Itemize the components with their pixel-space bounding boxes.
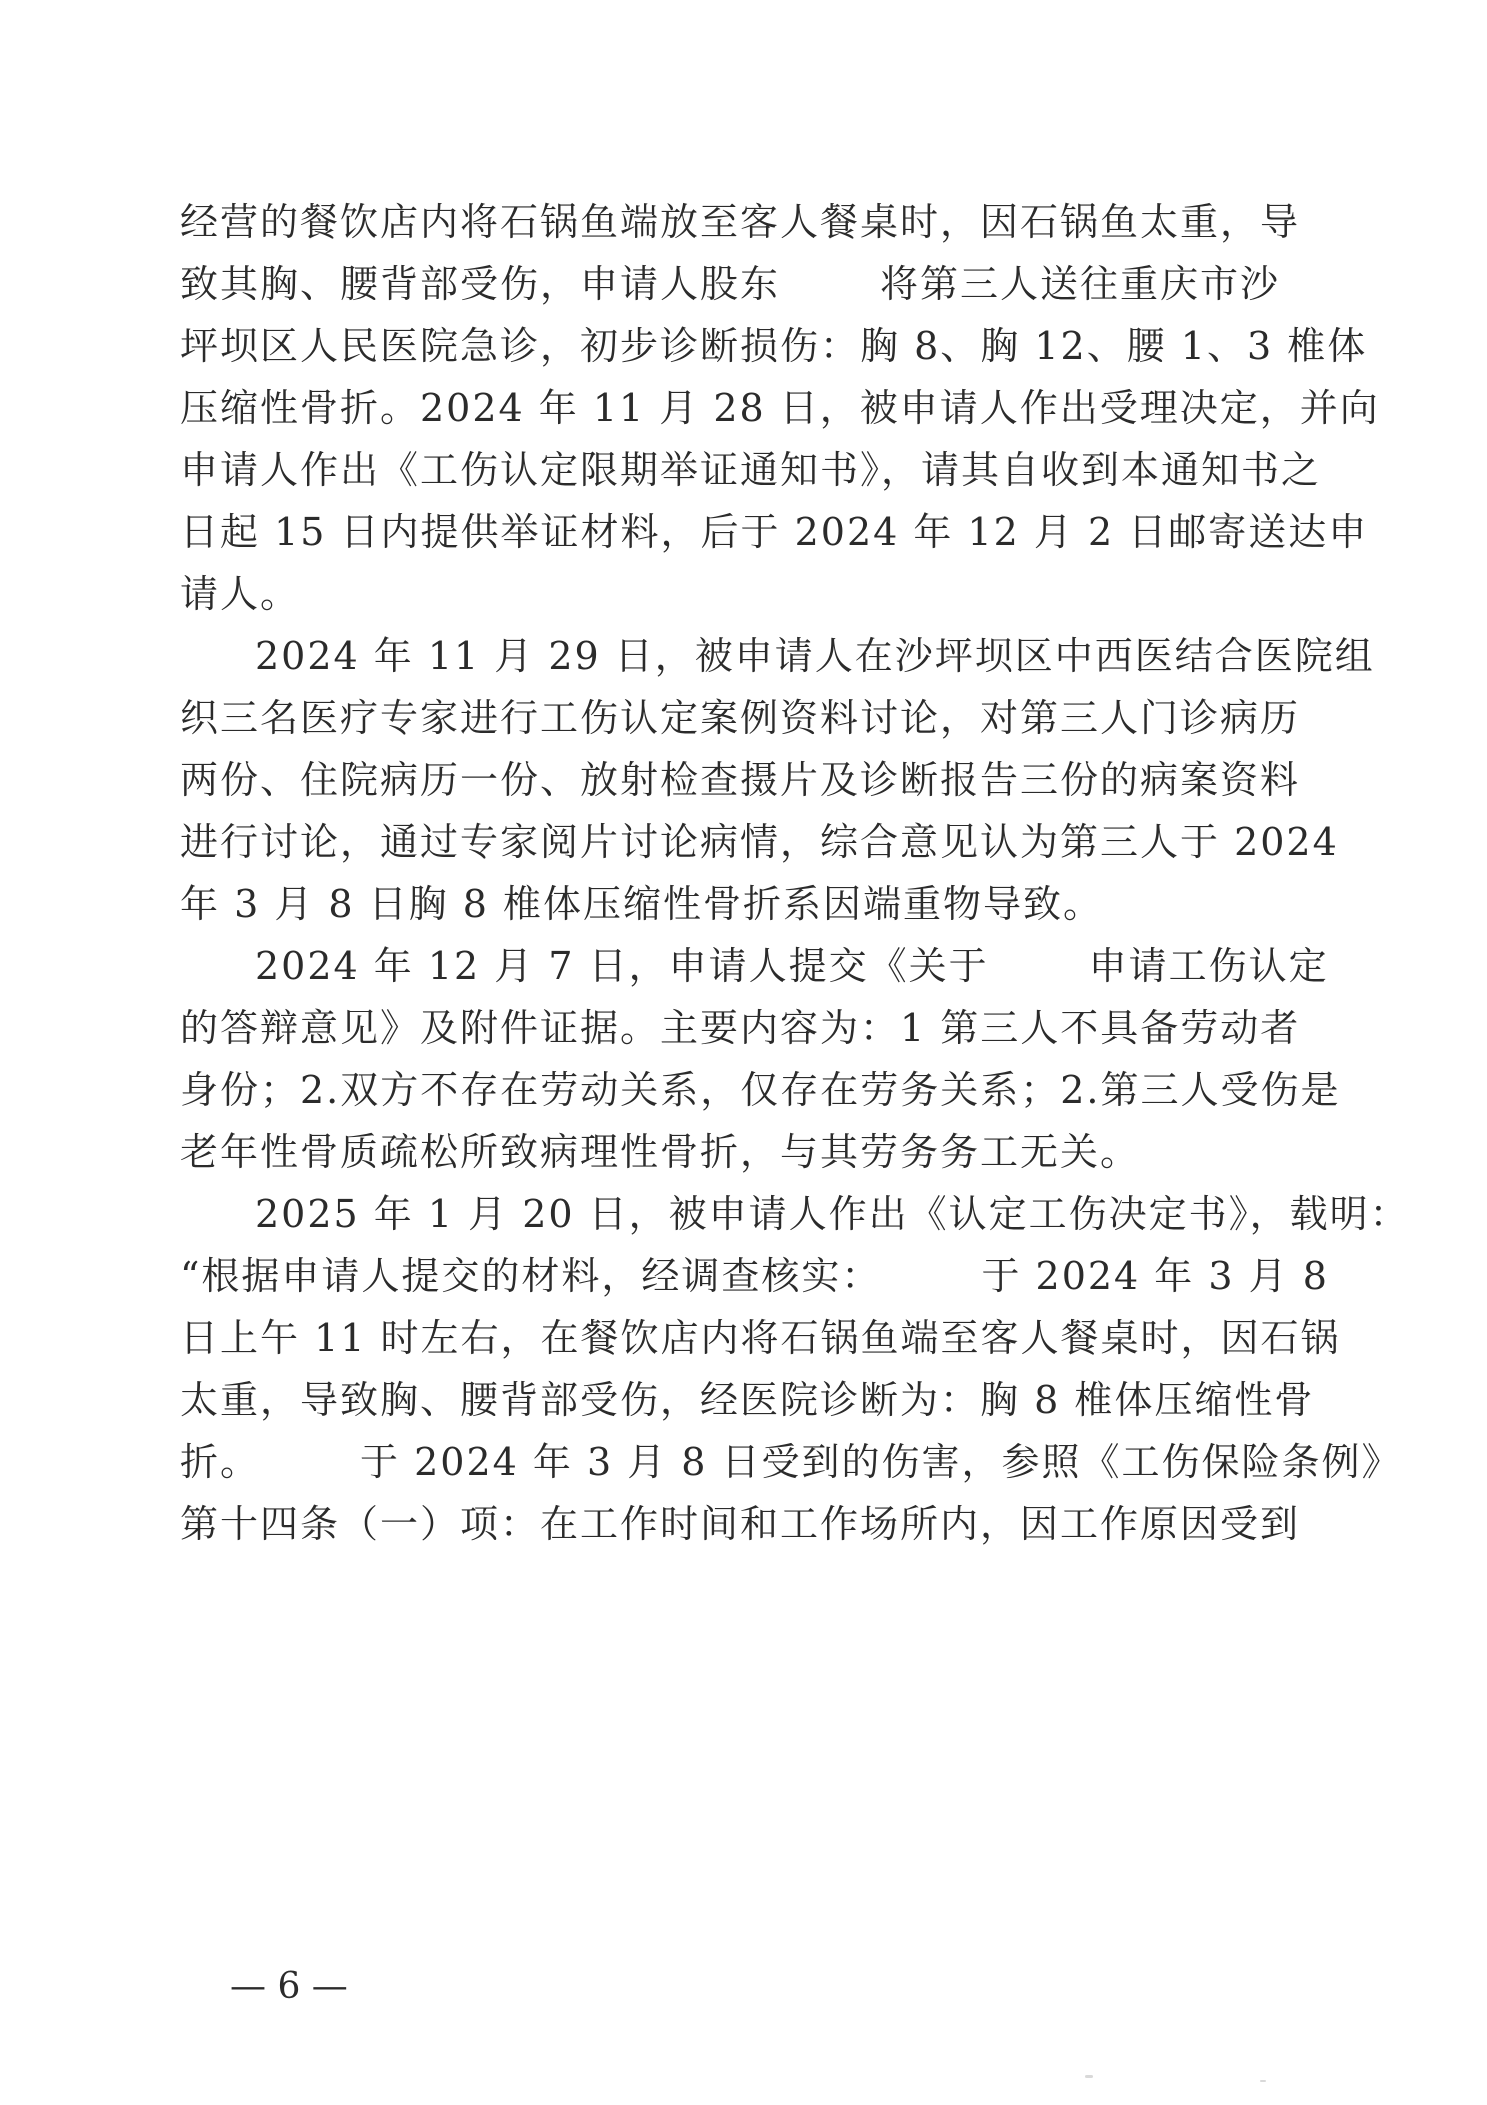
text-segment: 折。	[180, 1440, 261, 1484]
text-line: 太重，导致胸、腰背部受伤，经医院诊断为：胸 8 椎体压缩性骨	[180, 1378, 1315, 1422]
page-number: — 6 —	[230, 1966, 348, 2007]
text-line: 第十四条（一）项：在工作时间和工作场所内，因工作原因受到	[180, 1502, 1301, 1546]
text-line: 年 3 月 8 日胸 8 椎体压缩性骨折系因端重物导致。	[180, 882, 1104, 926]
text-line: 日上午 11 时左右，在餐饮店内将石锅鱼端至客人餐桌时，因石锅	[180, 1316, 1341, 1360]
text-line: 日起 15 日内提供举证材料，后于 2024 年 12 月 2 日邮寄送达申	[180, 510, 1369, 554]
text-line: 压缩性骨折。2024 年 11 月 28 日，被申请人作出受理决定，并向	[180, 386, 1380, 430]
text-line: 2025 年 1 月 20 日，被申请人作出《认定工伤决定书》，载明：	[255, 1192, 1410, 1236]
text-line: 老年性骨质疏松所致病理性骨折，与其劳务务工无关。	[180, 1130, 1141, 1174]
text-segment: 致其胸、腰背部受伤，申请人股东	[180, 262, 781, 306]
text-line: 请人。	[180, 572, 301, 616]
text-line	[255, 935, 1329, 997]
redacted-name	[881, 1260, 981, 1300]
text-segment: 将第三人送往重庆市沙	[880, 262, 1281, 306]
text-line: 身份；2.双方不存在劳动关系，仅存在劳务关系；2.第三人受伤是	[180, 1068, 1341, 1112]
text-line: 申请人作出《工伤认定限期举证通知书》，请其自收到本通知书之	[180, 448, 1322, 492]
text-segment: 于 2024 年 3 月 8	[981, 1254, 1329, 1298]
redacted-name	[260, 1446, 360, 1486]
text-segment: “根据申请人提交的材料，经调查核实：	[180, 1254, 882, 1298]
text-line: 织三名医疗专家进行工伤认定案例资料讨论，对第三人门诊病历	[180, 696, 1301, 740]
text-line: 进行讨论，通过专家阅片讨论病情，综合意见认为第三人于 2024	[180, 820, 1339, 864]
text-line	[180, 1245, 1329, 1307]
text-line: 经营的餐饮店内将石锅鱼端放至客人餐桌时，因石锅鱼太重，导	[180, 200, 1301, 244]
redacted-name	[780, 268, 880, 308]
text-line: 两份、住院病历一份、放射检查摄片及诊断报告三份的病案资料	[180, 758, 1301, 802]
text-line: 的答辩意见》及附件证据。主要内容为：1 第三人不具备劳动者	[180, 1006, 1301, 1050]
scan-speck	[1260, 2080, 1266, 2082]
text-line: 2024 年 11 月 29 日，被申请人在沙坪坝区中西医结合医院组	[255, 634, 1375, 678]
text-line	[180, 253, 1280, 315]
redacted-name	[989, 950, 1089, 990]
text-line	[180, 1431, 1402, 1493]
text-segment: 申请工伤认定	[1088, 944, 1329, 988]
text-segment: 2024 年 12 月 7 日，申请人提交《关于	[255, 944, 989, 988]
text-segment: 于 2024 年 3 月 8 日受到的伤害，参照《工伤保险条例》	[360, 1440, 1402, 1484]
text-line: 坪坝区人民医院急诊，初步诊断损伤：胸 8、胸 12、腰 1、3 椎体	[180, 324, 1368, 368]
scan-speck	[1085, 2075, 1093, 2078]
